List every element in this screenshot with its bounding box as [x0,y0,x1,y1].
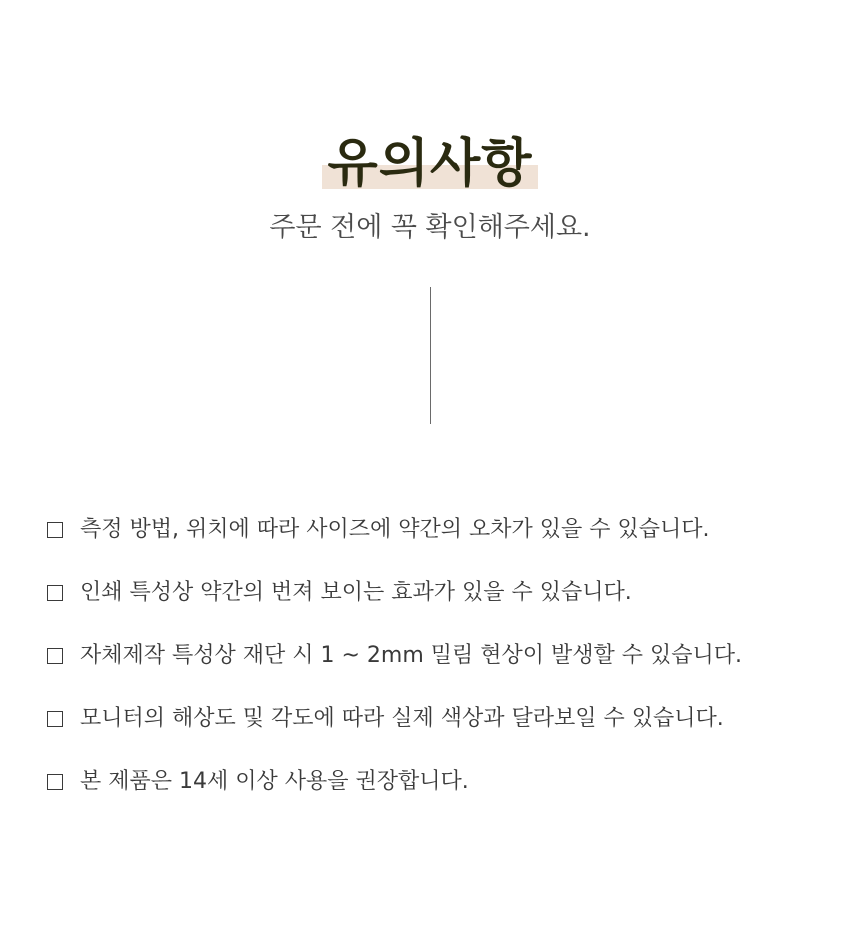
notice-text: 인쇄 특성상 약간의 번져 보이는 효과가 있을 수 있습니다. [80,580,632,605]
checkbox-icon [47,648,63,664]
notice-item [47,512,742,548]
title-container [0,130,860,198]
checkbox-icon [47,522,63,538]
notice-item [47,701,742,737]
notice-list [47,512,742,827]
checkbox-icon [47,711,63,727]
notice-item [47,638,742,674]
notice-text: 자체제작 특성상 재단 시 1 ~ 2mm 밀림 현상이 발생할 수 있습니다. [80,643,743,668]
vertical-divider [430,287,431,424]
page-title: 유의사항 [327,134,533,194]
notice-text: 측정 방법, 위치에 따라 사이즈에 약간의 오차가 있을 수 있습니다. [80,517,710,542]
checkbox-icon [47,585,63,601]
notice-text: 모니터의 해상도 및 각도에 따라 실제 색상과 달라보일 수 있습니다. [80,706,724,731]
notice-item [47,575,742,611]
notice-item [47,764,742,800]
notice-text: 본 제품은 14세 이상 사용을 권장합니다. [80,769,469,794]
checkbox-icon [47,774,63,790]
page-subtitle: 주문 전에 꼭 확인해주세요. [269,212,591,243]
